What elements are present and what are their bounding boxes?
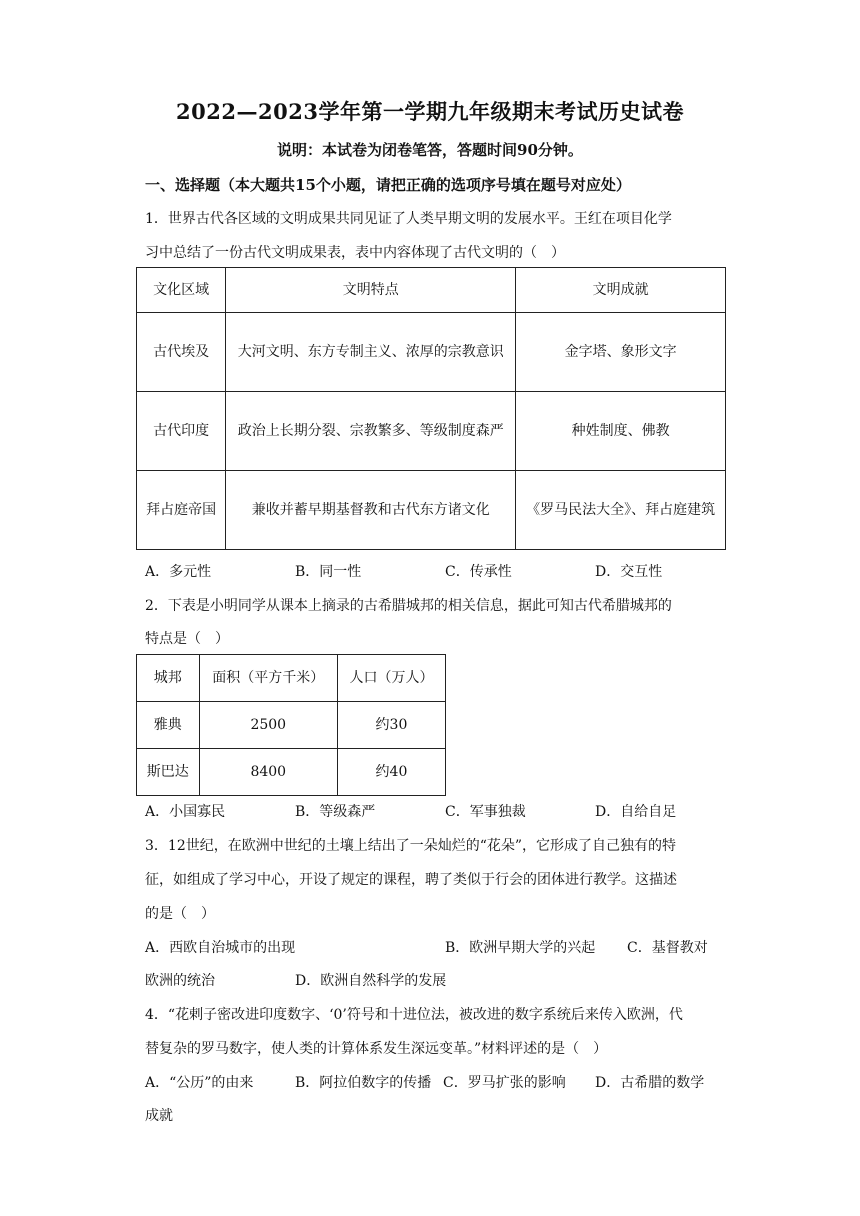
q4-text-line1: 4．“花剌子密改进印度数字、‘0’符号和十进位法，被改进的数字系统后来传入欧洲，代 (145, 1007, 683, 1023)
section-heading: 一、选择题（本大题共15个小题，请把正确的选项序号填在题号对应处） (145, 176, 631, 194)
table-row (137, 749, 446, 796)
q3-option-b: B．欧洲早期大学的兴起 (445, 940, 596, 956)
table-cell: 种姓制度、佛教 (516, 392, 726, 471)
table-cell: 2500 (199, 702, 337, 749)
table-cell: 政治上长期分裂、宗教繁多、等级制度森严 (226, 392, 516, 471)
table-header-cell: 文明成就 (516, 268, 726, 313)
table-header-cell: 文化区域 (137, 268, 226, 313)
q1-option-a: A．多元性 (145, 564, 212, 580)
q4-option-b: B．阿拉伯数字的传播 (295, 1075, 432, 1091)
table-header-row (137, 655, 446, 702)
q1-option-d: D．交互性 (595, 564, 663, 580)
q4-option-d-continued: 成就 (145, 1108, 173, 1124)
table-cell: 约30 (337, 702, 445, 749)
table-header-cell: 面积（平方千米） (199, 655, 337, 702)
q3-option-c: C．基督教对 (627, 940, 708, 956)
table-cell: 金字塔、象形文字 (516, 313, 726, 392)
q1-option-c: C．传承性 (445, 564, 512, 580)
q4-option-d: D．古希腊的数学 (595, 1075, 705, 1091)
q4-option-a: A．“公历”的由来 (145, 1075, 254, 1091)
city-state-table (136, 654, 446, 796)
q4-text-line2: 替复杂的罗马数字，使人类的计算体系发生深远变革。”材料评述的是（ ） (145, 1041, 608, 1057)
exam-title: 2022—2023学年第一学期九年级期末考试历史试卷 (176, 99, 684, 124)
q3-text-line1: 3．12世纪，在欧洲中世纪的土壤上结出了一朵灿烂的“花朵”，它形成了自己独有的特 (145, 838, 677, 854)
table-header-cell: 文明特点 (226, 268, 516, 313)
table-row (137, 313, 726, 392)
table-cell: 斯巴达 (137, 749, 200, 796)
table-cell: 古代埃及 (137, 313, 226, 392)
table-cell: 古代印度 (137, 392, 226, 471)
table-cell: 拜占庭帝国 (137, 471, 226, 550)
q3-option-a: A．西欧自治城市的出现 (145, 940, 296, 956)
table-cell: 《罗马民法大全》、拜占庭建筑 (516, 471, 726, 550)
q3-option-c-continued: 欧洲的统治 (145, 973, 215, 989)
exam-instructions: 说明：本试卷为闭卷笔答，答题时间90分钟。 (277, 141, 583, 159)
table-cell: 8400 (199, 749, 337, 796)
q2-text-line1: 2．下表是小明同学从课本上摘录的古希腊城邦的相关信息，据此可知古代希腊城邦的 (145, 598, 672, 614)
q2-option-c: C．军事独裁 (445, 804, 526, 820)
table-cell: 约40 (337, 749, 445, 796)
q2-text-line2: 特点是（ ） (145, 631, 229, 647)
table-cell: 兼收并蓄早期基督教和古代东方诸文化 (226, 471, 516, 550)
q3-text-line3: 的是（ ） (145, 906, 215, 922)
q2-option-a: A．小国寡民 (145, 804, 226, 820)
civilization-table (136, 267, 726, 550)
q1-text-line2: 习中总结了一份古代文明成果表，表中内容体现了古代文明的（ ） (145, 245, 565, 261)
table-row (137, 471, 726, 550)
table-header-cell: 人口（万人） (337, 655, 445, 702)
q2-option-b: B．等级森严 (295, 804, 376, 820)
q2-option-d: D．自给自足 (595, 804, 677, 820)
q3-text-line2: 征，如组成了学习中心，开设了规定的课程，聘了类似于行会的团体进行教学。这描述 (145, 872, 677, 888)
table-row (137, 392, 726, 471)
table-header-cell: 城邦 (137, 655, 200, 702)
q4-option-c: C．罗马扩张的影响 (443, 1075, 566, 1091)
q3-option-d: D．欧洲自然科学的发展 (295, 973, 447, 989)
table-cell: 大河文明、东方专制主义、浓厚的宗教意识 (226, 313, 516, 392)
table-header-row (137, 268, 726, 313)
table-cell: 雅典 (137, 702, 200, 749)
q1-text-line1: 1．世界古代各区域的文明成果共同见证了人类早期文明的发展水平。王红在项目化学 (145, 211, 672, 227)
table-row (137, 702, 446, 749)
q1-option-b: B．同一性 (295, 564, 362, 580)
